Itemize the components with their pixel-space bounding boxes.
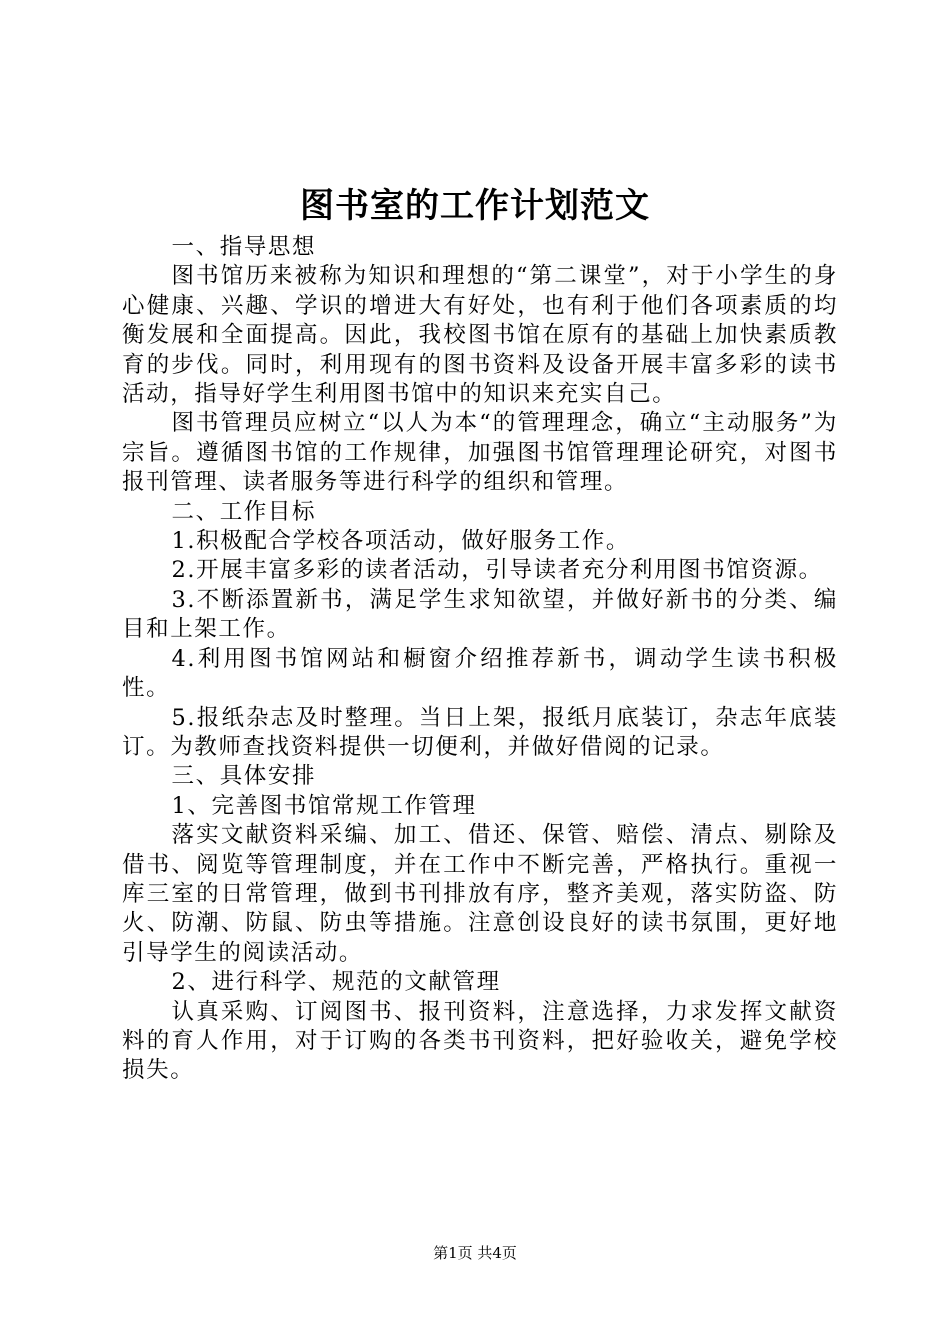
list-item: 1.积极配合学校各项活动，做好服务工作。 <box>171 528 630 555</box>
document-title: 图书室的工作计划范文 <box>300 186 650 226</box>
paragraph: 图书管理员应树立“以人为本“的管理理念，确立“主动服务”为宗旨。遵循图书馆的工作规律，加强图书馆管理理论研究，对图书报刊管理、读者服务等进行科学的组织和管理。 <box>122 410 838 496</box>
list-item: 4.利用图书馆网站和橱窗介绍推荐新书，调动学生读书积极性。 <box>122 645 838 702</box>
page-footer: 第1页 共4页 <box>433 1244 517 1262</box>
paragraph: 落实文献资料采编、加工、借还、保管、赔偿、清点、剔除及借书、阅览等管理制度，并在工作中不断完善，严格执行。重视一库三室的日常管理，做到书刊排放有序，整齐美观，落实防盗、防火、防潮、防鼠、防虫等措施。注意创设良好的读书氛围，更好地引导学生的阅读活动。 <box>122 822 838 966</box>
section-heading: 三、具体安排 <box>171 763 317 790</box>
list-item: 3.不断添置新书，满足学生求知欲望，并做好新书的分类、编目和上架工作。 <box>122 586 838 643</box>
paragraph: 图书馆历来被称为知识和理想的“第二课堂”，对于小学生的身心健康、兴趣、学识的增进大有好处，也有利于他们各项素质的均衡发展和全面提高。因此，我校图书馆在原有的基础上加快素质教育的步伐。同时，利用现有的图书资料及设备开展丰富多彩的读书活动，指导好学生利用图书馆中的知识来充实自己。 <box>122 263 838 408</box>
section-heading: 一、指导思想 <box>171 234 317 260</box>
document-body <box>122 233 838 1086</box>
section-heading: 二、工作目标 <box>171 498 317 525</box>
paragraph: 认真采购、订阅图书、报刊资料，注意选择，力求发挥文献资料的育人作用，对于订购的各类书刊资料，把好验收关，避免学校损失。 <box>122 998 838 1084</box>
list-item: 2.开展丰富多彩的读者活动，引导读者充分利用图书馆资源。 <box>171 557 823 584</box>
subsection-heading: 2、进行科学、规范的文献管理 <box>171 969 501 996</box>
subsection-heading: 1、完善图书馆常规工作管理 <box>171 792 477 819</box>
list-item: 5.报纸杂志及时整理。当日上架，报纸月底装订，杂志年底装订。为教师查找资料提供一切便利，并做好借阅的记录。 <box>122 704 838 760</box>
